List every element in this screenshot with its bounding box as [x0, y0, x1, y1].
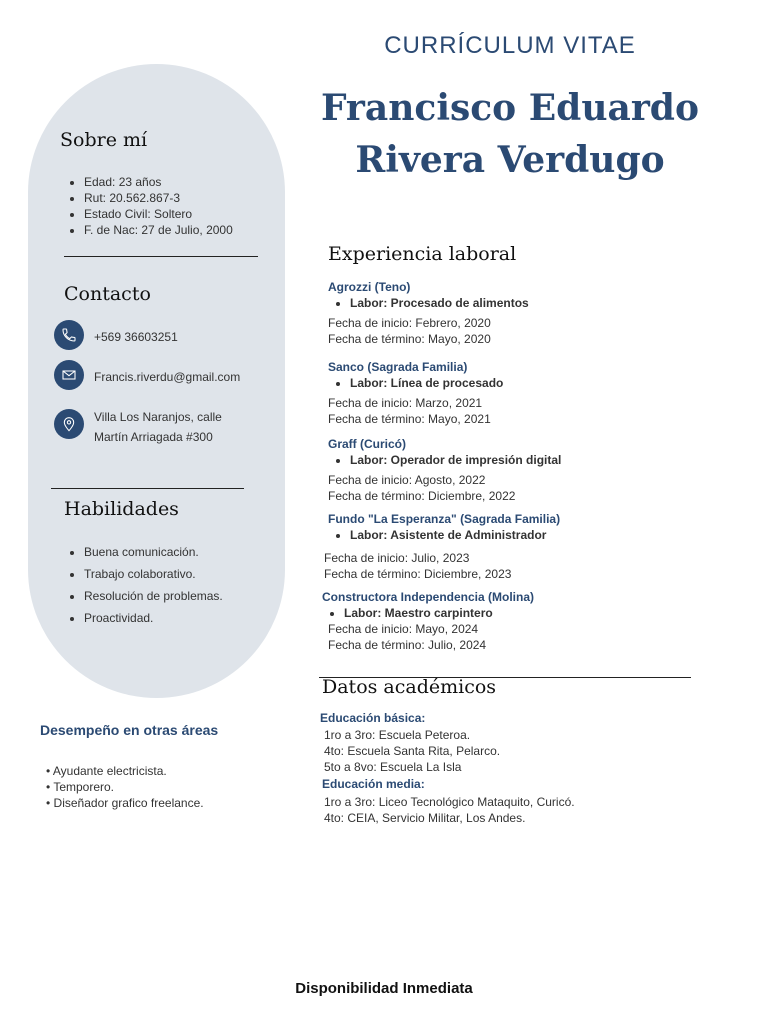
list-item: • Buena comunicación.: [84, 541, 294, 563]
job-labor: • Labor: Procesado de alimentos: [350, 295, 529, 311]
basic-education-list: [324, 727, 500, 775]
list-item: • Ayudante electricista.: [46, 764, 167, 778]
job-end: Fecha de término: Mayo, 2020: [328, 332, 491, 346]
list-item: • F. de Nac: 27 de Julio, 2000: [84, 222, 294, 238]
list-item: • Diseñador grafico freelance.: [46, 796, 204, 810]
address-line-1: Villa Los Naranjos, calle: [94, 410, 222, 424]
list-item: 1ro a 3ro: Escuela Peteroa.: [324, 728, 471, 742]
basic-education-title: Educación básica:: [320, 711, 426, 725]
name-line-1: Francisco Eduardo: [321, 87, 699, 129]
list-item: • Proactividad.: [84, 607, 294, 629]
job-entry: [328, 511, 560, 543]
job-end: Fecha de término: Mayo, 2021: [328, 412, 491, 426]
job-company: Sanco (Sagrada Familia): [328, 360, 468, 374]
list-item: • Edad: 23 años: [84, 174, 294, 190]
job-labor: • Labor: Maestro carpintero: [344, 605, 534, 621]
job-dates: [324, 550, 511, 582]
job-labor: • Labor: Asistente de Administrador: [350, 527, 560, 543]
other-areas-list: [46, 763, 204, 811]
list-item: 5to a 8vo: Escuela La Isla: [324, 760, 462, 774]
name-line-2: Rivera Verdugo: [355, 139, 665, 181]
job-start: Fecha de inicio: Mayo, 2024: [328, 622, 479, 636]
job-company: Constructora Independencia (Molina): [322, 590, 535, 604]
phone-icon: [54, 320, 84, 350]
list-item: • Estado Civil: Soltero: [84, 206, 294, 222]
cv-title: CURRÍCULUM VITAE: [384, 32, 636, 59]
divider: [64, 256, 258, 257]
list-item: • Trabajo colaborativo.: [84, 563, 294, 585]
availability-text: Disponibilidad Inmediata: [295, 980, 473, 997]
location-pin-icon: [54, 409, 84, 439]
job-entry: [328, 436, 561, 504]
job-start: Fecha de inicio: Julio, 2023: [324, 551, 470, 565]
job-company: Fundo "La Esperanza" (Sagrada Familia): [328, 512, 561, 526]
email-text: Francis.riverdu@gmail.com: [94, 370, 241, 384]
job-entry: [328, 359, 503, 427]
skills-list: [62, 541, 294, 629]
phone-text: +569 36603251: [94, 330, 178, 344]
about-title: Sobre mí: [60, 129, 148, 151]
education-title: Datos académicos: [322, 676, 497, 698]
job-labor: • Labor: Línea de procesado: [350, 375, 503, 391]
address-text: [94, 407, 222, 447]
experience-title: Experiencia laboral: [328, 243, 517, 265]
job-dates: [328, 621, 486, 653]
job-start: Fecha de inicio: Agosto, 2022: [328, 473, 486, 487]
list-item: 4to: Escuela Santa Rita, Pelarco.: [324, 744, 501, 758]
other-areas-title: Desempeño en otras áreas: [40, 722, 219, 738]
job-company: Graff (Curicó): [328, 437, 406, 451]
job-start: Fecha de inicio: Febrero, 2020: [328, 316, 491, 330]
mail-icon: [54, 360, 84, 390]
middle-education-title: Educación media:: [322, 777, 425, 791]
divider: [51, 488, 244, 489]
job-entry: [322, 589, 534, 621]
skills-title: Habilidades: [64, 498, 179, 520]
job-labor: • Labor: Operador de impresión digital: [350, 452, 561, 468]
job-company: Agrozzi (Teno): [328, 280, 411, 294]
list-item: • Temporero.: [46, 780, 115, 794]
job-end: Fecha de término: Diciembre, 2022: [328, 489, 516, 503]
list-item: 4to: CEIA, Servicio Militar, Los Andes.: [324, 811, 526, 825]
job-entry: [328, 279, 529, 347]
list-item: • Resolución de problemas.: [84, 585, 294, 607]
job-end: Fecha de término: Diciembre, 2023: [324, 567, 512, 581]
job-end: Fecha de término: Julio, 2024: [328, 638, 487, 652]
list-item: • Rut: 20.562.867-3: [84, 190, 294, 206]
about-list: [62, 174, 294, 238]
middle-education-list: [324, 794, 575, 826]
contact-title: Contacto: [64, 283, 151, 305]
list-item: 1ro a 3ro: Liceo Tecnológico Mataquito, Curicó.: [324, 795, 575, 809]
person-name: [300, 82, 720, 186]
address-line-2: Martín Arriagada #300: [94, 430, 213, 444]
job-start: Fecha de inicio: Marzo, 2021: [328, 396, 483, 410]
